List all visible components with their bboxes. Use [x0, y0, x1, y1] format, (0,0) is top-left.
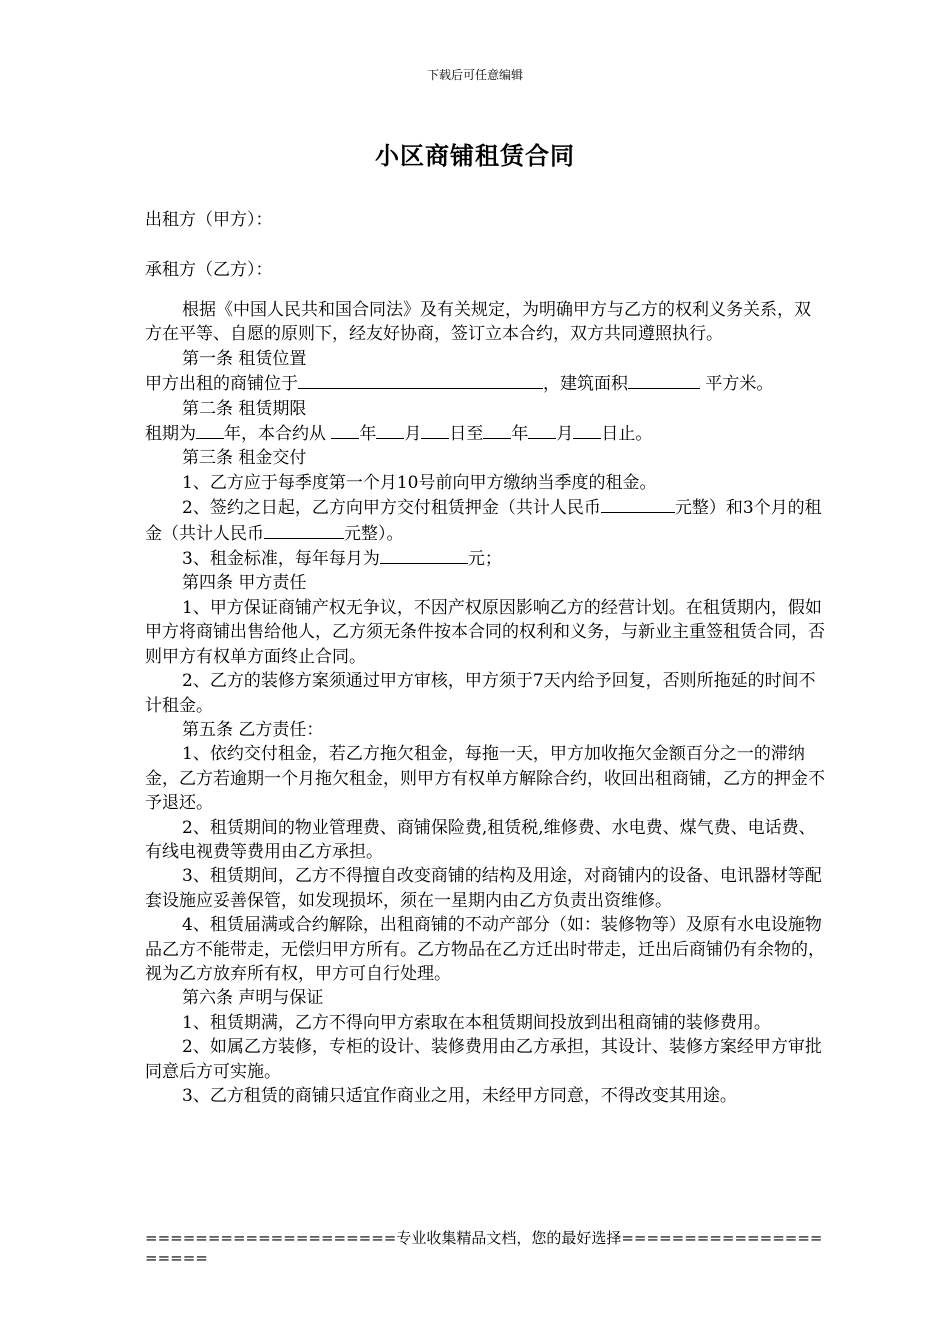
page-header: 下载后可任意编辑	[426, 68, 523, 82]
article-5-clause-3: 3、租赁期间，乙方不得擅自改变商铺的结构及用途，对商铺内的设备、电讯器材等配套设施应妥善保管，如发现损坏，须在一星期内由乙方负责出资维修。	[145, 866, 822, 911]
article-4-heading: 第四条 甲方责任	[182, 573, 307, 594]
article-6-clause-3: 3、乙方租赁的商铺只适宜作商业之用，未经甲方同意，不得改变其用途。	[182, 1086, 737, 1106]
article-3-clause-3	[145, 546, 825, 571]
article-5-heading: 第五条 乙方责任：	[182, 719, 324, 740]
start-day-blank[interactable]	[421, 421, 449, 439]
month-label: 月	[556, 424, 574, 445]
article-1-location-label: 甲方出租的商铺位于	[145, 374, 298, 395]
article-2-text	[145, 421, 825, 446]
article-4-clause-2: 2、乙方的装修方案须通过甲方审核，甲方须于7天内给予回复，否则所拖延的时间不计租金。	[145, 671, 816, 716]
lessee-line: 承租方（乙方）：	[145, 260, 273, 280]
intro-paragraph: 根据《中国人民共和国合同法》及有关规定，为明确甲方与乙方的权利义务关系，双方在平等、自愿的原则下，经友好协商，签订立本合约，双方共同遵照执行。	[145, 300, 811, 345]
rent-standard-label: 3、租金标准，每年每月为	[182, 549, 380, 570]
article-6-clause-2: 2、如属乙方装修，专柜的设计、装修费用由乙方承担，其设计、装修方案经甲方审批同意后方可实施。	[145, 1037, 822, 1082]
lessor-line: 出租方（甲方）：	[145, 210, 273, 230]
article-1-unit: 平方米。	[700, 374, 774, 395]
end-month-blank[interactable]	[528, 421, 556, 439]
article-5-clause-4: 4、租赁届满或合约解除，出租商铺的不动产部分（如：装修物等）及原有水电设施物品乙方不能带走，无偿归甲方所有。乙方物品在乙方迁出时带走，迁出后商铺仍有余物的，视为乙方放弃所有权，甲方可自行处理。	[145, 915, 825, 984]
to-label: 日至	[449, 424, 484, 445]
start-month-blank[interactable]	[376, 421, 404, 439]
rent-advance-label: 元整）和3个月的租金（共计人民币	[145, 498, 822, 544]
end-label: 日止。	[601, 424, 653, 445]
start-year-blank[interactable]	[331, 421, 359, 439]
term-from-label: 年，本合约从	[224, 424, 332, 445]
end-day-blank[interactable]	[573, 421, 601, 439]
year-label: 年	[511, 424, 529, 445]
year-label: 年	[359, 424, 377, 445]
article-6-clause-1: 1、租赁期满，乙方不得向甲方索取在本租赁期间投放到出租商铺的装修费用。	[182, 1012, 771, 1033]
article-3-heading: 第三条 租金交付	[182, 448, 307, 469]
article-1-text	[145, 371, 825, 396]
term-label: 租期为	[145, 424, 196, 445]
article-1-heading: 第一条 租赁位置	[182, 348, 307, 369]
article-2-heading: 第二条 租赁期限	[182, 398, 307, 419]
rent-advance-blank[interactable]	[264, 521, 344, 539]
article-4-clause-1: 1、甲方保证商铺产权无争议，不因产权原因影响乙方的经营计划。在租赁期内，假如甲方将商铺出售给他人，乙方须无条件按本合同的权利和义务，与新业主重签租赁合同，否则甲方有权单方面终止合同。	[145, 597, 825, 667]
rent-standard-unit: 元；	[467, 549, 502, 570]
end-year-blank[interactable]	[483, 421, 511, 439]
rent-advance-unit: 元整）。	[344, 523, 404, 544]
article-5-clause-1: 1、依约交付租金，若乙方拖欠租金，每拖一天，甲方加收拖欠金额百分之一的滞纳金，乙方若逾期一个月拖欠租金，则甲方有权单方解除合约，收回出租商铺，乙方的押金不予退还。	[145, 744, 825, 814]
deposit-label: 2、签约之日起，乙方向甲方交付租赁押金（共计人民币	[182, 498, 601, 519]
article-6-heading: 第六条 声明与保证	[182, 988, 324, 1009]
document-title: 小区商铺租赁合同	[375, 141, 575, 170]
location-blank[interactable]	[298, 371, 543, 389]
area-blank[interactable]	[628, 371, 700, 389]
term-years-blank[interactable]	[196, 421, 224, 439]
article-3-clause-1: 1、乙方应于每季度第一个月10号前向甲方缴纳当季度的租金。	[182, 472, 657, 493]
month-label: 月	[404, 424, 422, 445]
article-5-clause-2: 2、租赁期间的物业管理费、商铺保险费,租赁税,维修费、水电费、煤气费、电话费、有线电视费等费用由乙方承担。	[145, 817, 816, 862]
monthly-rent-blank[interactable]	[380, 546, 468, 564]
article-1-area-label: ，建筑面积	[543, 374, 628, 395]
article-3-clause-2	[145, 495, 825, 546]
page-footer: ====================专业收集精品文档，您的最好选择=====================	[145, 1229, 823, 1267]
deposit-amount-blank[interactable]	[601, 495, 675, 513]
contract-body	[145, 298, 825, 1108]
